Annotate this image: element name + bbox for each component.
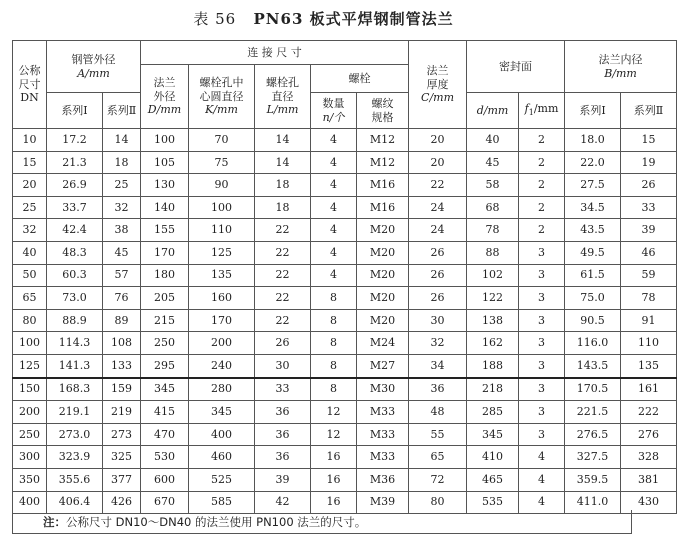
table-cell: 32 <box>409 332 467 355</box>
table-cell: 45 <box>103 241 141 264</box>
table-cell: 26 <box>409 264 467 287</box>
table-cell: 168.3 <box>47 378 103 401</box>
table-cell: M36 <box>357 468 409 491</box>
table-cell: 100 <box>141 129 189 152</box>
table-cell: 328 <box>621 446 677 469</box>
table-cell: 21.3 <box>47 151 103 174</box>
table-row <box>13 446 677 469</box>
table-cell: 3 <box>519 401 565 424</box>
table-cell: 42.4 <box>47 219 103 242</box>
table-cell: 222 <box>621 401 677 424</box>
table-cell: 4 <box>519 468 565 491</box>
table-cell: 48.3 <box>47 241 103 264</box>
table-cell: 114.3 <box>47 332 103 355</box>
table-body <box>13 129 677 514</box>
table-cell: 33.7 <box>47 196 103 219</box>
table-cell: 110 <box>621 332 677 355</box>
table-cell: 377 <box>103 468 141 491</box>
table-cell: 22 <box>255 264 311 287</box>
table-cell: 78 <box>467 219 519 242</box>
table-cell: 49.5 <box>565 241 621 264</box>
table-cell: 400 <box>13 491 47 514</box>
table-cell: 3 <box>519 287 565 310</box>
header-bolt-circle-line2: 心圆直径 <box>199 89 244 103</box>
table-cell: 3 <box>519 423 565 446</box>
table-cell: 25 <box>103 174 141 197</box>
table-cell: 36 <box>255 446 311 469</box>
header-thickness-line2: 厚度 <box>426 77 449 91</box>
flange-table <box>12 40 677 514</box>
table-cell: 359.5 <box>565 468 621 491</box>
header-seal-f <box>519 93 565 129</box>
table-cell: 600 <box>141 468 189 491</box>
table-cell: 22 <box>255 241 311 264</box>
table-row <box>13 309 677 332</box>
table-cell: 159 <box>103 378 141 401</box>
table-cell: 350 <box>13 468 47 491</box>
table-cell: M24 <box>357 332 409 355</box>
table-cell: 125 <box>189 241 255 264</box>
table-cell: 38 <box>103 219 141 242</box>
table-cell: 32 <box>103 196 141 219</box>
table-cell: 26 <box>255 332 311 355</box>
table-row <box>13 287 677 310</box>
header-seal-f-unit: /mm <box>533 102 559 116</box>
table-cell: 10 <box>13 129 47 152</box>
table-cell: 59 <box>621 264 677 287</box>
table-cell: 4 <box>311 174 357 197</box>
table-cell: M33 <box>357 423 409 446</box>
table-cell: M12 <box>357 129 409 152</box>
header-bolt-thread <box>357 93 409 129</box>
header-bore-line2: B/mm <box>604 66 637 80</box>
table-row <box>13 332 677 355</box>
table-cell: 8 <box>311 378 357 401</box>
table-row <box>13 174 677 197</box>
table-cell: 26 <box>409 241 467 264</box>
table-cell: 22 <box>255 309 311 332</box>
table-cell: 355.6 <box>47 468 103 491</box>
header-dn-line2: 尺寸 <box>18 77 41 91</box>
header-bolt-hole-line3: L/mm <box>266 103 299 117</box>
table-cell: M30 <box>357 378 409 401</box>
header-seal-f-subscript: 1 <box>528 108 534 118</box>
table-cell: 78 <box>621 287 677 310</box>
table-cell: 273 <box>103 423 141 446</box>
table-cell: 470 <box>141 423 189 446</box>
table-cell: 535 <box>467 491 519 514</box>
table-cell: 26 <box>621 174 677 197</box>
table-cell: 3 <box>519 378 565 401</box>
header-flange-od <box>141 65 189 129</box>
table-cell: 670 <box>141 491 189 514</box>
table-row <box>13 219 677 242</box>
table-cell: 218 <box>467 378 519 401</box>
table-cell: 4 <box>311 151 357 174</box>
table-cell: 65 <box>13 287 47 310</box>
table-row <box>13 378 677 401</box>
table-cell: 411.0 <box>565 491 621 514</box>
header-pipe-series1: 系列Ⅰ <box>47 93 103 129</box>
table-cell: 465 <box>467 468 519 491</box>
table-cell: 68 <box>467 196 519 219</box>
table-cell: 19 <box>621 151 677 174</box>
table-cell: 91 <box>621 309 677 332</box>
table-row <box>13 354 677 377</box>
header-bolt-thread-line1: 螺纹 <box>371 96 394 110</box>
table-cell: 30 <box>409 309 467 332</box>
table-cell: 3 <box>519 309 565 332</box>
table-cell: 138 <box>467 309 519 332</box>
table-cell: 30 <box>255 354 311 377</box>
table-cell: 65 <box>409 446 467 469</box>
table-cell: 4 <box>311 241 357 264</box>
table-cell: 36 <box>409 378 467 401</box>
table-cell: 40 <box>13 241 47 264</box>
table-cell: 276 <box>621 423 677 446</box>
table-cell: 585 <box>189 491 255 514</box>
table-row <box>13 241 677 264</box>
table-cell: 4 <box>311 129 357 152</box>
table-cell: 155 <box>141 219 189 242</box>
table-cell: 525 <box>189 468 255 491</box>
table-cell: 22.0 <box>565 151 621 174</box>
header-pipe-od-line1: 钢管外径 <box>71 52 116 66</box>
table-cell: M33 <box>357 446 409 469</box>
header-bolt-thread-line2: 规格 <box>371 110 394 124</box>
table-cell: 122 <box>467 287 519 310</box>
header-flange-od-line2: 外径 <box>153 89 176 103</box>
table-cell: 55 <box>409 423 467 446</box>
header-bore-line1: 法兰内径 <box>598 52 643 66</box>
table-cell: 14 <box>255 129 311 152</box>
table-note <box>12 510 632 534</box>
table-cell: 140 <box>141 196 189 219</box>
table-cell: 57 <box>103 264 141 287</box>
table-cell: M12 <box>357 151 409 174</box>
table-cell: 430 <box>621 491 677 514</box>
table-cell: 8 <box>311 354 357 377</box>
table-cell: 4 <box>519 491 565 514</box>
table-cell: 22 <box>255 287 311 310</box>
table-cell: 141.3 <box>47 354 103 377</box>
note-text: 公称尺寸 DN10～DN40 的法兰使用 PN100 法兰的尺寸。 <box>66 515 367 529</box>
header-seal-f-symbol: f <box>524 102 529 116</box>
table-cell: 345 <box>141 378 189 401</box>
table-cell: 73.0 <box>47 287 103 310</box>
table-cell: 219 <box>103 401 141 424</box>
header-dn <box>13 41 47 129</box>
table-cell: 300 <box>13 446 47 469</box>
table-cell: 276.5 <box>565 423 621 446</box>
table-cell: 280 <box>189 378 255 401</box>
table-cell: 12 <box>311 401 357 424</box>
table-cell: 24 <box>409 196 467 219</box>
table-cell: M20 <box>357 264 409 287</box>
table-cell: 3 <box>519 264 565 287</box>
table-cell: 125 <box>13 354 47 377</box>
table-cell: 150 <box>13 378 47 401</box>
table-cell: 162 <box>467 332 519 355</box>
table-cell: 273.0 <box>47 423 103 446</box>
table-cell: 33 <box>255 378 311 401</box>
table-cell: 8 <box>311 309 357 332</box>
table-cell: 22 <box>255 219 311 242</box>
table-cell: 415 <box>141 401 189 424</box>
table-cell: 18 <box>103 151 141 174</box>
table-cell: 426 <box>103 491 141 514</box>
table-cell: 24 <box>409 219 467 242</box>
table-cell: 32 <box>13 219 47 242</box>
table-cell: 323.9 <box>47 446 103 469</box>
table-cell: 80 <box>13 309 47 332</box>
table-row <box>13 401 677 424</box>
table-cell: 8 <box>311 332 357 355</box>
table-cell: 18.0 <box>565 129 621 152</box>
table-row <box>13 151 677 174</box>
table-cell: 22 <box>409 174 467 197</box>
table-cell: 240 <box>189 354 255 377</box>
table-cell: M20 <box>357 219 409 242</box>
table-row <box>13 468 677 491</box>
table-cell: 16 <box>311 491 357 514</box>
header-thickness-line1: 法兰 <box>426 63 449 77</box>
table-cell: 12 <box>311 423 357 446</box>
table-cell: 48 <box>409 401 467 424</box>
table-cell: 327.5 <box>565 446 621 469</box>
table-cell: 15 <box>621 129 677 152</box>
table-cell: 108 <box>103 332 141 355</box>
table-cell: 100 <box>189 196 255 219</box>
header-bolt-qty <box>311 93 357 129</box>
header-bolt-qty-line2: n/个 <box>322 110 345 124</box>
table-title-main: PN63 板式平焊钢制管法兰 <box>253 10 454 28</box>
table-cell: 39 <box>621 219 677 242</box>
table-cell: 3 <box>519 332 565 355</box>
table-cell: 43.5 <box>565 219 621 242</box>
header-pipe-od-line2: A/mm <box>77 66 110 80</box>
table-cell: 88.9 <box>47 309 103 332</box>
table-cell: M27 <box>357 354 409 377</box>
table-row <box>13 423 677 446</box>
table-cell: 26 <box>409 287 467 310</box>
table-cell: 60.3 <box>47 264 103 287</box>
header-bore-series1: 系列Ⅰ <box>565 93 621 129</box>
table-cell: 14 <box>103 129 141 152</box>
table-cell: 40 <box>467 129 519 152</box>
table-cell: 17.2 <box>47 129 103 152</box>
table-cell: 381 <box>621 468 677 491</box>
table-cell: 2 <box>519 129 565 152</box>
header-bolt-circle-line1: 螺栓孔中 <box>199 75 244 89</box>
table-cell: 170 <box>141 241 189 264</box>
table-cell: 18 <box>255 196 311 219</box>
table-cell: 36 <box>255 423 311 446</box>
table-row <box>13 129 677 152</box>
header-bolt-hole <box>255 65 311 129</box>
table-cell: 295 <box>141 354 189 377</box>
table-cell: 460 <box>189 446 255 469</box>
table-cell: 90.5 <box>565 309 621 332</box>
table-header <box>13 41 677 129</box>
table-cell: 36 <box>255 401 311 424</box>
table-cell: 135 <box>189 264 255 287</box>
table-cell: 4 <box>311 264 357 287</box>
table-cell: 221.5 <box>565 401 621 424</box>
table-number: 表 56 <box>193 10 237 28</box>
table-cell: 61.5 <box>565 264 621 287</box>
header-seal: 密封面 <box>467 41 565 93</box>
table-cell: M20 <box>357 241 409 264</box>
header-connection: 连 接 尺 寸 <box>141 41 409 65</box>
table-title <box>0 8 647 29</box>
table-cell: 20 <box>409 151 467 174</box>
header-dn-line3: DN <box>20 91 39 105</box>
table-cell: M16 <box>357 174 409 197</box>
table-row <box>13 196 677 219</box>
table-cell: M20 <box>357 287 409 310</box>
note-label: 注： <box>43 515 66 529</box>
table-cell: 400 <box>189 423 255 446</box>
table-cell: 16 <box>311 468 357 491</box>
header-flange-od-line1: 法兰 <box>153 75 176 89</box>
header-dn-line1: 公称 <box>18 63 41 77</box>
table-cell: 80 <box>409 491 467 514</box>
table-cell: 170 <box>189 309 255 332</box>
header-bolt-hole-line1: 螺栓孔 <box>266 75 299 89</box>
table-cell: 8 <box>311 287 357 310</box>
table-cell: 102 <box>467 264 519 287</box>
table-cell: 20 <box>409 129 467 152</box>
table-cell: 39 <box>255 468 311 491</box>
header-thickness <box>409 41 467 129</box>
table-cell: 3 <box>519 354 565 377</box>
table-cell: 180 <box>141 264 189 287</box>
table-cell: 18 <box>255 174 311 197</box>
table-cell: 188 <box>467 354 519 377</box>
table-cell: 285 <box>467 401 519 424</box>
table-cell: 219.1 <box>47 401 103 424</box>
table-cell: M16 <box>357 196 409 219</box>
table-cell: 15 <box>13 151 47 174</box>
table-cell: 27.5 <box>565 174 621 197</box>
table-cell: 75 <box>189 151 255 174</box>
table-cell: 250 <box>13 423 47 446</box>
header-flange-od-line3: D/mm <box>147 103 182 117</box>
table-cell: 72 <box>409 468 467 491</box>
header-bore <box>565 41 677 93</box>
table-cell: 58 <box>467 174 519 197</box>
header-thickness-line3: C/mm <box>421 91 455 105</box>
table-cell: 161 <box>621 378 677 401</box>
table-cell: 50 <box>13 264 47 287</box>
table-cell: 20 <box>13 174 47 197</box>
table-cell: 406.4 <box>47 491 103 514</box>
table-cell: M20 <box>357 309 409 332</box>
table-cell: 215 <box>141 309 189 332</box>
table-cell: 3 <box>519 241 565 264</box>
table-cell: 4 <box>519 446 565 469</box>
header-pipe-od <box>47 41 141 93</box>
table-cell: 4 <box>311 196 357 219</box>
table-cell: 14 <box>255 151 311 174</box>
table-cell: 25 <box>13 196 47 219</box>
table-cell: 250 <box>141 332 189 355</box>
header-bolt-circle <box>189 65 255 129</box>
header-bolt: 螺栓 <box>311 65 409 93</box>
table-cell: 205 <box>141 287 189 310</box>
table-cell: 110 <box>189 219 255 242</box>
table-cell: 2 <box>519 151 565 174</box>
table-cell: 160 <box>189 287 255 310</box>
table-cell: 2 <box>519 174 565 197</box>
header-bore-series2: 系列Ⅱ <box>621 93 677 129</box>
table-cell: 45 <box>467 151 519 174</box>
table-cell: 325 <box>103 446 141 469</box>
table-cell: 530 <box>141 446 189 469</box>
table-cell: 16 <box>311 446 357 469</box>
table-cell: 42 <box>255 491 311 514</box>
table-cell: 46 <box>621 241 677 264</box>
table-cell: 88 <box>467 241 519 264</box>
header-pipe-series2: 系列Ⅱ <box>103 93 141 129</box>
table-cell: 116.0 <box>565 332 621 355</box>
header-bolt-circle-line3: K/mm <box>205 103 238 117</box>
table-cell: 130 <box>141 174 189 197</box>
header-bolt-qty-line1: 数量 <box>322 96 345 110</box>
table-row <box>13 264 677 287</box>
table-cell: 89 <box>103 309 141 332</box>
table-cell: 4 <box>311 219 357 242</box>
table-cell: 410 <box>467 446 519 469</box>
table-cell: 345 <box>189 401 255 424</box>
table-cell: 2 <box>519 219 565 242</box>
table-cell: 70 <box>189 129 255 152</box>
table-cell: 200 <box>13 401 47 424</box>
table-cell: 200 <box>189 332 255 355</box>
table-cell: 34.5 <box>565 196 621 219</box>
table-cell: 100 <box>13 332 47 355</box>
table-cell: 345 <box>467 423 519 446</box>
table-cell: M39 <box>357 491 409 514</box>
header-seal-d: d/mm <box>467 93 519 129</box>
table-cell: 90 <box>189 174 255 197</box>
table-cell: 33 <box>621 196 677 219</box>
table-cell: 105 <box>141 151 189 174</box>
table-cell: 133 <box>103 354 141 377</box>
header-bolt-hole-line2: 直径 <box>271 89 294 103</box>
table-cell: 75.0 <box>565 287 621 310</box>
table-cell: 34 <box>409 354 467 377</box>
table-cell: 2 <box>519 196 565 219</box>
table-cell: M33 <box>357 401 409 424</box>
table-cell: 135 <box>621 354 677 377</box>
table-cell: 26.9 <box>47 174 103 197</box>
table-cell: 170.5 <box>565 378 621 401</box>
table-cell: 143.5 <box>565 354 621 377</box>
table-cell: 76 <box>103 287 141 310</box>
